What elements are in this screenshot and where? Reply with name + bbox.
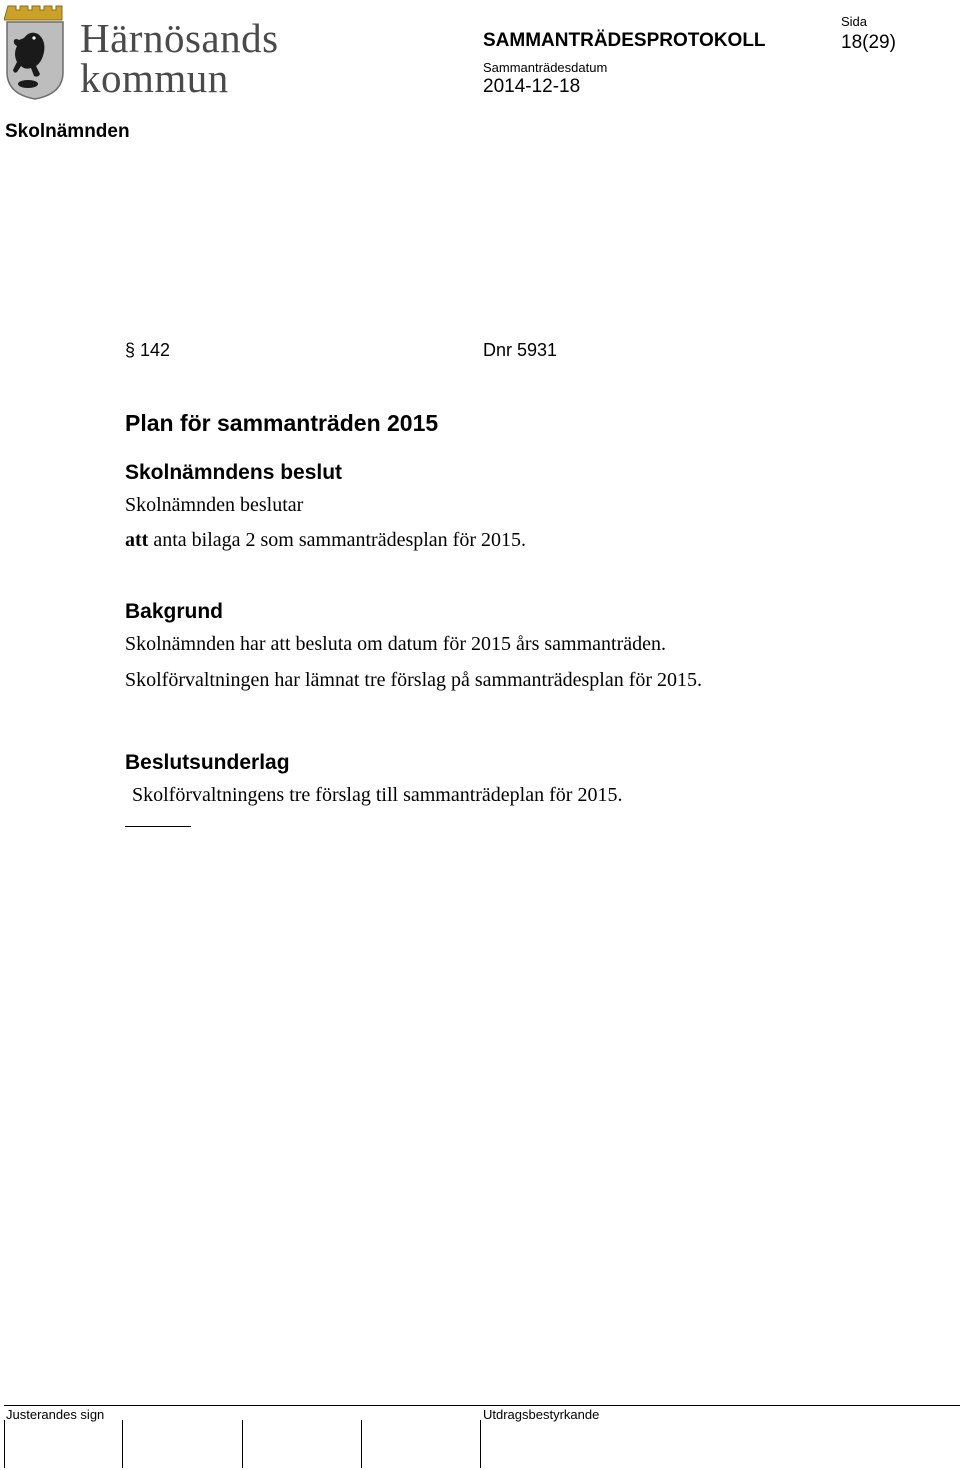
meeting-date-label: Sammanträdesdatum <box>483 60 608 75</box>
org-name-line1: Härnösands <box>80 15 279 61</box>
signature-box-divider <box>480 1420 481 1468</box>
decision-att <box>125 529 526 552</box>
background-line-2: Skolförvaltningen har lämnat tre förslag på sammanträdesplan för 2015. <box>125 669 703 691</box>
basis-text: Skolförvaltningens tre förslag till sammanträdeplan för 2015. <box>132 784 623 806</box>
page-title: Plan för sammanträden 2015 <box>125 410 439 436</box>
signature-box-divider <box>4 1420 5 1468</box>
basis-heading: Beslutsunderlag <box>125 751 290 774</box>
signature-box-divider <box>122 1420 123 1468</box>
signature-box-divider <box>361 1420 362 1468</box>
paragraph-number-value: 142 <box>140 340 171 360</box>
background-heading: Bakgrund <box>125 600 224 623</box>
decision-intro: Skolnämnden beslutar <box>125 494 304 516</box>
org-name-line2: kommun <box>80 55 229 101</box>
page-number: 18(29) <box>841 32 896 53</box>
att-label: att <box>125 529 149 551</box>
decision-heading: Skolnämndens beslut <box>125 461 343 484</box>
org-name <box>80 15 279 101</box>
end-rule <box>125 826 191 827</box>
footer-justerandes-sign: Justerandes sign <box>6 1407 105 1422</box>
paragraph-number <box>125 340 170 361</box>
coat-of-arms-icon <box>4 4 66 100</box>
case-number: Dnr 5931 <box>483 340 558 360</box>
footer-utdragsbestyrkande: Utdragsbestyrkande <box>483 1407 600 1422</box>
committee-name: Skolnämnden <box>5 121 130 142</box>
document-type: SAMMANTRÄDESPROTOKOLL <box>483 30 766 51</box>
att-text: anta bilaga 2 som sammanträdesplan för 2015. <box>148 529 527 551</box>
signature-box-divider <box>242 1420 243 1468</box>
paragraph-symbol: § <box>125 340 136 360</box>
meeting-date: 2014-12-18 <box>483 76 581 97</box>
page-label: Sida <box>841 14 868 29</box>
footer-divider <box>4 1405 960 1406</box>
background-line-1: Skolnämnden har att besluta om datum för 2015 års sammanträden. <box>125 633 666 655</box>
